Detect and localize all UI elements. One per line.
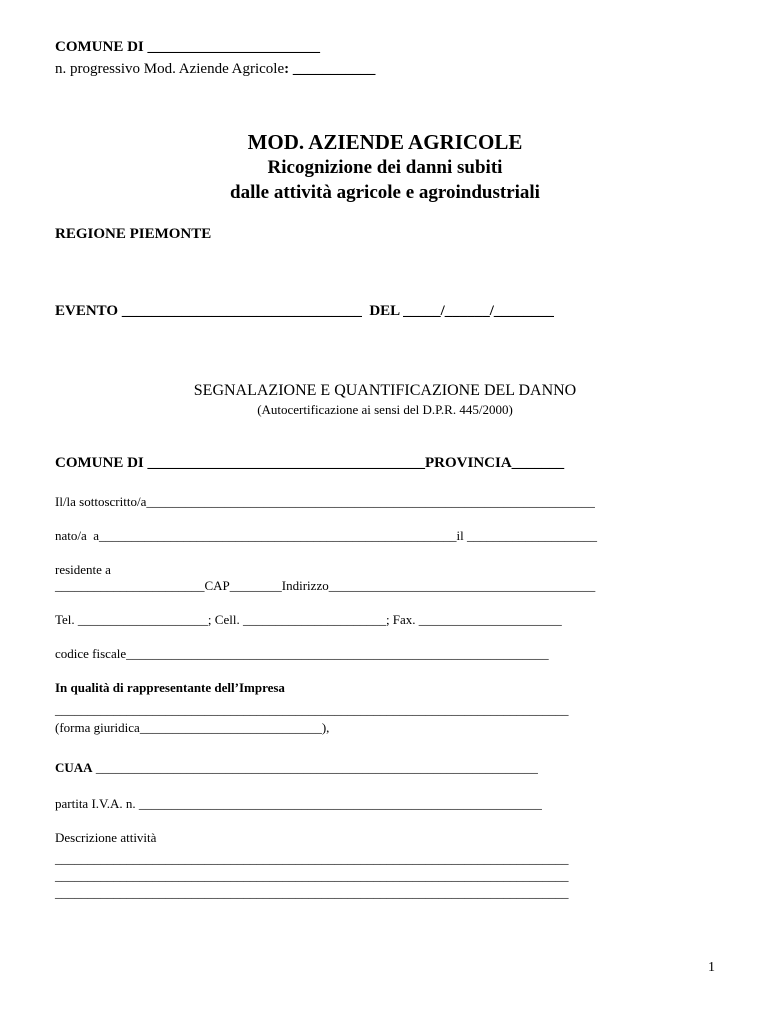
codice-fiscale-field: codice fiscale_________________________________________________________________ [55,646,549,661]
title-sub1: Ricognizione dei danni subiti [267,157,503,178]
cuaa-field [55,761,538,774]
regione: REGIONE PIEMONTE [55,226,212,242]
descrizione-line-2: _______________________________________________________________________________ [55,868,569,883]
nato-field: nato/a a_______________________________________________________il ____________________ [55,528,598,543]
forma-giuridica-field: (forma giuridica____________________________), [55,720,330,735]
cuaa-label: CUAA [55,760,93,775]
header-comune: COMUNE DI _______________________ [55,39,320,55]
comune-provincia: COMUNE DI _____________________________________PROVINCIA_______ [55,455,565,471]
residente-field: _______________________CAP________Indirizzo_________________________________________ [55,578,596,593]
residente-label: residente a [55,562,111,577]
cuaa-blank: ____________________________________________________________________ [92,760,538,775]
descrizione-line-1: _______________________________________________________________________________ [55,851,569,866]
progressivo-blank: : ___________ [284,61,376,77]
partita-iva-field: partita I.V.A. n. ______________________________________________________________ [55,796,542,811]
title-sub2: dalle attività agricole e agroindustriali [230,182,540,203]
section-note: (Autocertificazione ai sensi del D.P.R. 445/2000) [257,402,513,417]
header-progressivo [55,62,375,77]
qualita-label: In qualità di rappresentante dell’Impresa [55,680,285,695]
descrizione-label: Descrizione attività [55,830,157,845]
page-number: 1 [708,960,715,975]
impresa-field: _______________________________________________________________________________ [55,702,569,717]
sottoscritto-field: Il/la sottoscritto/a_____________________________________________________________________ [55,494,595,509]
progressivo-label: n. progressivo Mod. Aziende Agricole [55,61,285,77]
title-main: MOD. AZIENDE AGRICOLE [247,130,523,154]
evento-line: EVENTO ________________________________ DEL _____/______/________ [55,303,554,319]
section-heading: SEGNALAZIONE E QUANTIFICAZIONE DEL DANNO [193,382,577,399]
tel-field: Tel. ____________________; Cell. ______________________; Fax. ______________________ [55,612,562,627]
descrizione-line-3: _______________________________________________________________________________ [55,885,569,900]
